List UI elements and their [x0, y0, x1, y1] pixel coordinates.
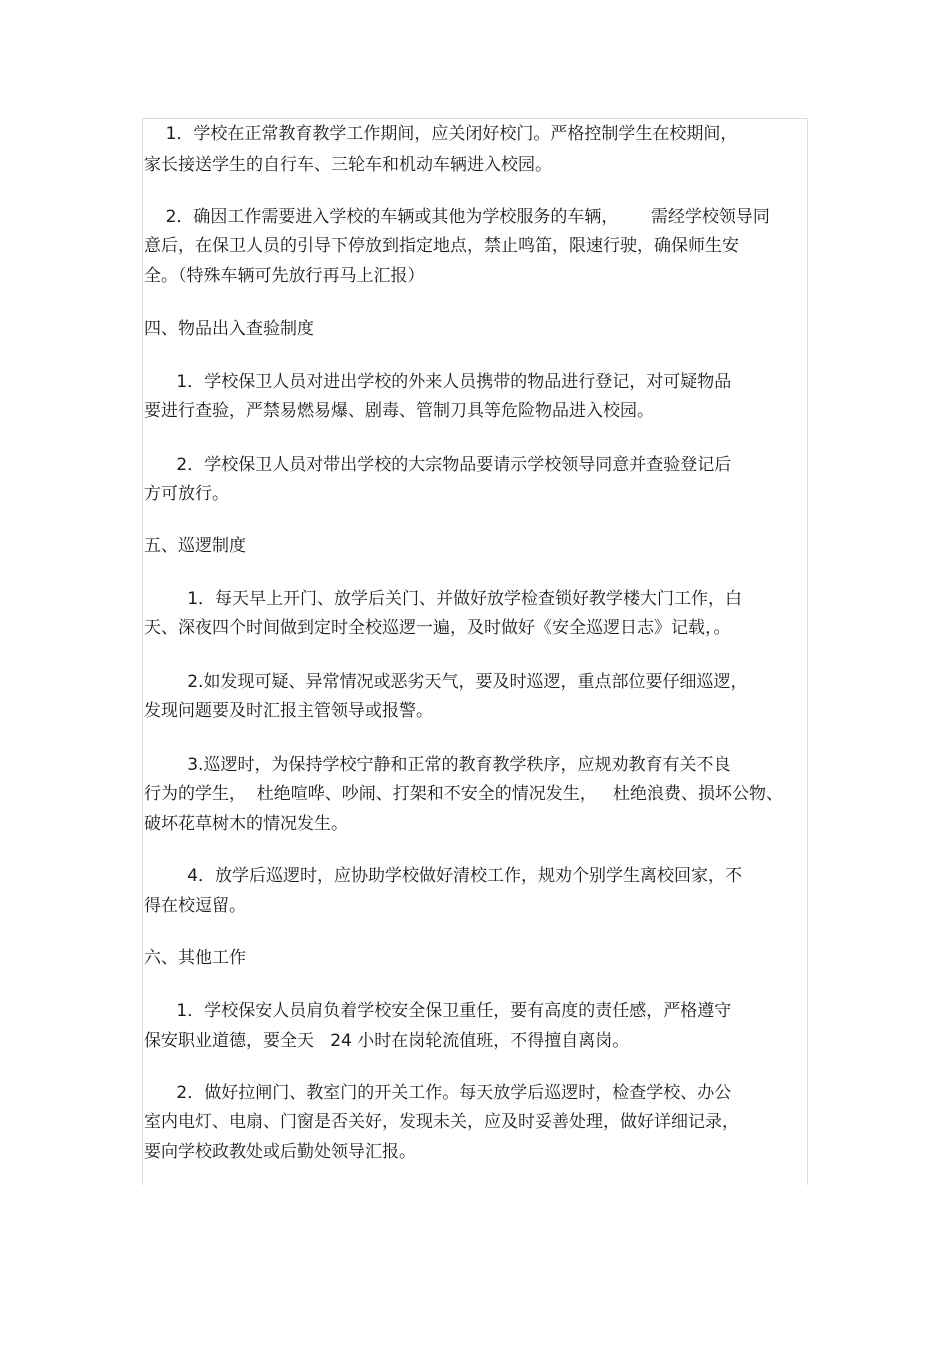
- text-line: 保安职业道德，要全天 24 小时在岗轮流值班，不得擅自离岗。: [144, 1031, 630, 1051]
- text-line: 1．学校保卫人员对进出学校的外来人员携带的物品进行登记，对可疑物品: [144, 372, 732, 392]
- text-line: 要进行查验，严禁易燃易爆、剧毒、管制刀具等危险物品进入校园。: [144, 401, 654, 421]
- text-line: 4．放学后巡逻时，应协助学校做好清校工作，规劝个别学生离校回家，不: [144, 866, 743, 886]
- text-line: 得在校逗留。: [144, 896, 246, 916]
- text-line: 家长接送学生的自行车、三轮车和机动车辆进入校园。: [144, 155, 552, 175]
- text-line: 2．做好拉闸门、教室门的开关工作。每天放学后巡逻时，检查学校、办公: [144, 1083, 732, 1103]
- text-line: 1．每天早上开门、放学后关门、并做好放学检查锁好教学楼大门工作，白: [144, 589, 743, 609]
- text-line: 方可放行。: [144, 484, 229, 504]
- text-line: 室内电灯、电扇、门窗是否关好，发现未关，应及时妥善处理，做好详细记录，: [144, 1112, 739, 1132]
- text-line: 2．确因工作需要进入学校的车辆或其他为学校服务的车辆， 需经学校领导同: [144, 207, 770, 227]
- text-line: 发现问题要及时汇报主管领导或报警。: [144, 701, 433, 721]
- text-line: 1．学校在正常教育教学工作期间，应关闭好校门。严格控制学生在校期间，: [144, 124, 738, 144]
- text-line: 意后，在保卫人员的引导下停放到指定地点，禁止鸣笛，限速行驶，确保师生安: [144, 236, 739, 256]
- text-line: 行为的学生， 杜绝喧哗、吵闹、打架和不安全的情况发生， 杜绝浪费、损坏公物、: [144, 784, 784, 804]
- text-line: 2．学校保卫人员对带出学校的大宗物品要请示学校领导同意并查验登记后: [144, 455, 732, 475]
- text-line: 破坏花草树木的情况发生。: [144, 814, 348, 834]
- text-line: 2.如发现可疑、异常情况或恶劣天气，要及时巡逻，重点部位要仔细巡逻，: [144, 672, 748, 692]
- text-line: 3.巡逻时，为保持学校宁静和正常的教育教学秩序，应规劝教育有关不良: [144, 755, 731, 775]
- section-heading: 六、其他工作: [144, 948, 246, 968]
- text-line: 天、深夜四个时间做到定时全校巡逻一遍，及时做好《安全巡逻日志》记载，。: [144, 618, 731, 638]
- section-heading: 四、物品出入查验制度: [144, 319, 314, 339]
- section-heading: 五、巡逻制度: [144, 536, 246, 556]
- text-line: 1．学校保安人员肩负着学校安全保卫重任，要有高度的责任感，严格遵守: [144, 1001, 732, 1021]
- text-line: 全。（特殊车辆可先放行再马上汇报）: [144, 266, 425, 286]
- text-line: 要向学校政教处或后勤处领导汇报。: [144, 1142, 416, 1162]
